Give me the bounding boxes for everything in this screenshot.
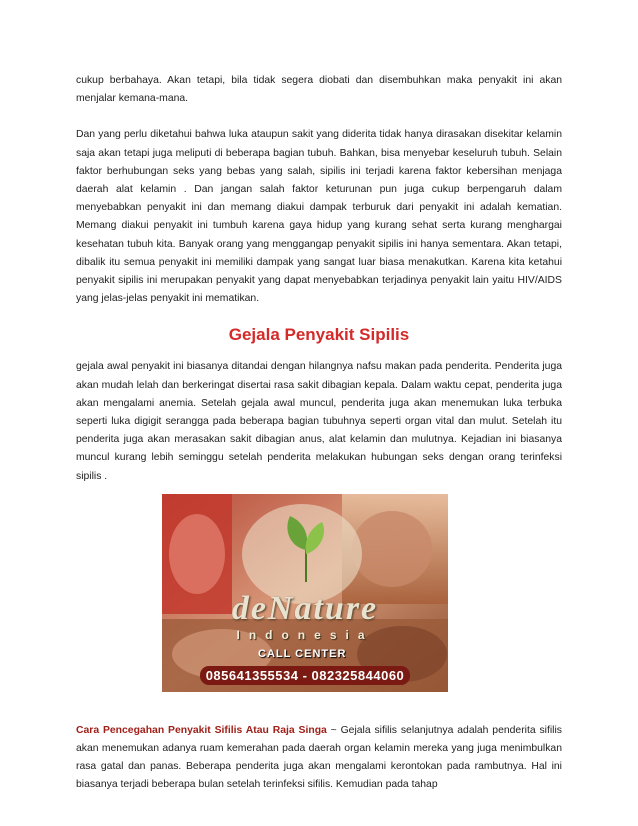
document-page: [76, 72, 562, 795]
paragraph-symptoms: gejala awal penyakit ini biasanya ditandai dengan hilangnya nafsu makan pada penderita. Penderita juga akan mudah lelah dan berkeringat disertai rasa sakit dibagian kepala. Dalam waktu cepat, penderita juga akan mengalami anemia. Setelah gejala awal muncul, penderita juga akan menemukan luka terbuka seperti luka digigit serangga pada beberapa bagian tubuhnya seperti organ vital dan mulut. Setelah itu penderita juga akan merasakan sakit dibagian anus, alat kelamin dan mulutnya. Kejadian ini biasanya muncul kurang lebih seminggu setelah penderita melakukan hubungan seks dengan orang terinfeksi sipilis .: [76, 361, 562, 482]
paragraph-prevention: [76, 722, 562, 795]
call-center-label: CALL CENTER: [258, 647, 347, 660]
green-leaf-icon: [284, 514, 328, 584]
brand-subtitle: Indonesia: [236, 627, 374, 642]
paragraph-spread: Dan yang perlu diketahui bahwa luka ataupun sakit yang diderita tidak hanya dirasakan disekitar kelamin saja akan tetapi juga meliputi di beberapa bagian tubuh. Bahkan, bisa menyebar keseluruh tubuh. Selain faktor berhubungan seks yang bebas yang salah, sipilis ini terjadi karena faktor kebersihan menjaga daerah alat kelamin . Dan jangan salah faktor keturunan pun juga cukup berpengaruh dalam menyebabkan penyakit ini dan memang diakui dampak terburuk dari penyakit ini adalah kematian. Memang diakui penyakit ini tumbuh karena gaya hidup yang kurang sehat serta kurang menghargai kesehatan tubuh kita. Banyak orang yang menggangap penyakit sipilis ini hanya sementara. Akan tetapi, dibalik itu semua penyakit ini memiliki dampak yang sangat luar biasa menakutkan. Karena kita ketahui penyakit sipilis ini merupakan penyakit yang dapat menyebabkan terjadinya penyakit lain yaitu HIV/AIDS yang jelas-jelas penyakit ini mematikan.: [76, 129, 562, 305]
paragraph-intro-end: cukup berbahaya. Akan tetapi, bila tidak segera diobati dan disembuhkan maka penyakit ini akan menjalar kemana-mana.: [76, 75, 562, 105]
advertisement-banner[interactable]: [162, 494, 448, 692]
call-center-phone[interactable]: 085641355534 - 082325844060: [200, 666, 410, 685]
prevention-link[interactable]: Cara Pencegahan Penyakit Sifilis Atau Raja Singa: [76, 724, 327, 736]
section-heading: Gejala Penyakit Sipilis: [228, 325, 410, 345]
brand-name: deNature: [231, 589, 379, 627]
prevention-text: ~ Gejala sifilis selanjutnya adalah penderita sifilis akan menemukan adanya ruam kemerahan pada daerah organ kelamin mereka yang juga menimbulkan rasa gatal dan panas. Beberapa penderita juga akan mengalami kerontokan pada rambutnya. Hal ini biasanya terjadi beberapa bulan setelah terinfeksi sifilis. Kemudian pada tahap: [76, 724, 562, 791]
